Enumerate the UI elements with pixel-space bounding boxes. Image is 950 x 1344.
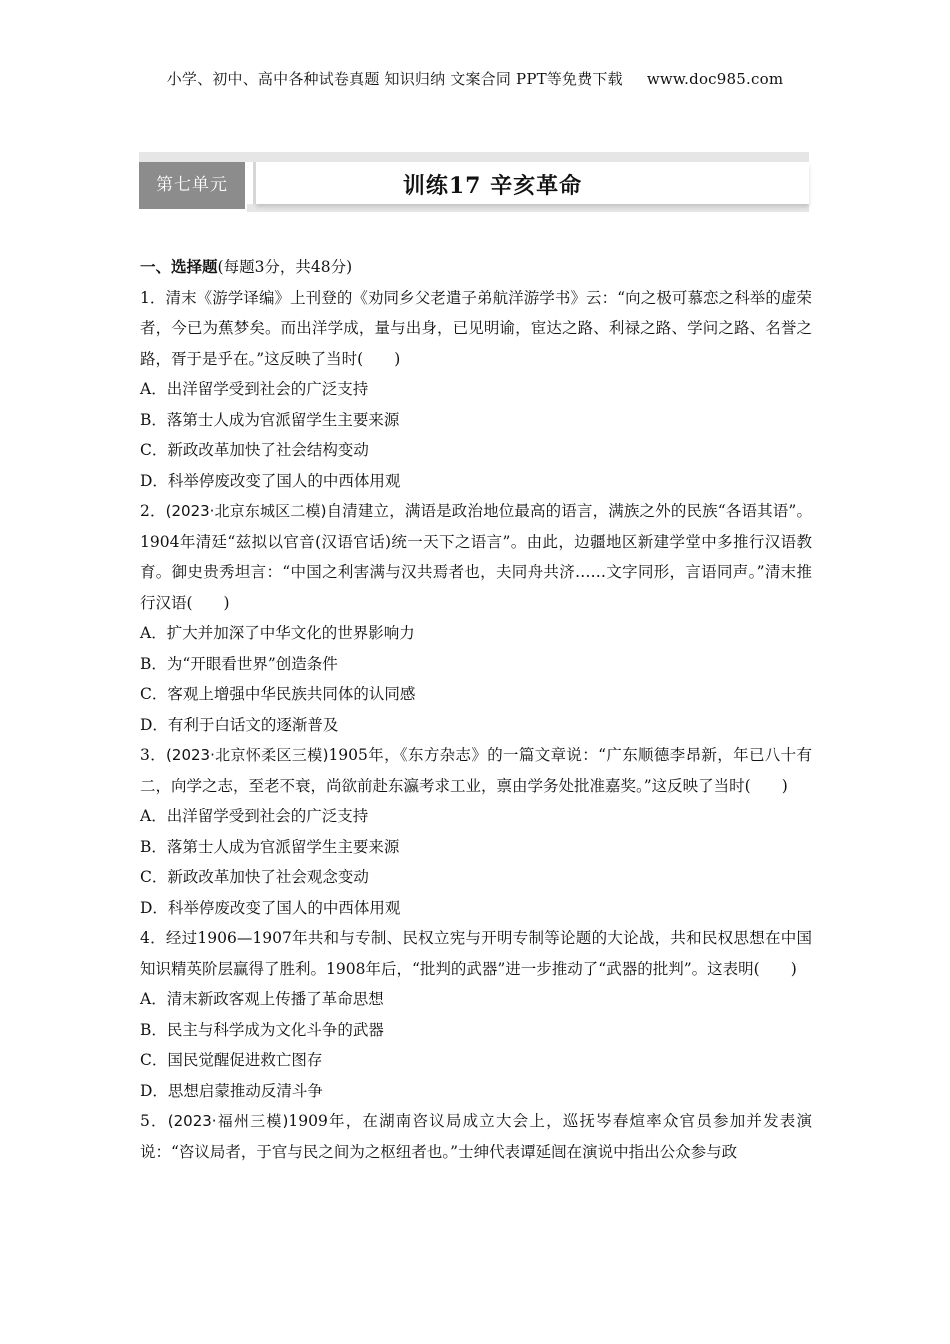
option-a[interactable]: A．扩大并加深了中华文化的世界影响力 [140, 624, 415, 642]
question-2 [140, 496, 812, 740]
option-c[interactable]: C．客观上增强中华民族共同体的认同感 [140, 685, 416, 703]
top-banner [0, 68, 950, 89]
section-heading [140, 252, 812, 283]
section-title: 一、选择题 [140, 257, 218, 276]
question-source: (2023·北京东城区二模) [165, 502, 327, 520]
question-stem [140, 1106, 812, 1167]
question-3 [140, 740, 812, 923]
unit-label: 第七单元 [139, 162, 245, 209]
question-1 [140, 283, 812, 497]
question-text: 1909年，在湖南咨议局成立大会上，巡抚岑春煊率众官员参加并发表演说：“咨议局者，于官与民之间为之枢纽者也。”士绅代表谭延闿在演说中指出公众参与政 [140, 1112, 812, 1161]
option-b[interactable]: B．落第士人成为官派留学生主要来源 [140, 410, 400, 429]
banner-site-link[interactable]: www.doc985.com [646, 70, 784, 88]
question-4 [140, 923, 812, 1106]
question-text: 1905年，《东方杂志》的一篇文章说：“广东顺德李昂新，年已八十有二，向学之志，至老不衰，尚欲前赴东瀛考求工业，禀由学务处批准嘉奖。”这反映了当时( ) [140, 746, 812, 795]
section-note: (每题3分，共48分) [217, 258, 353, 276]
option-b[interactable]: B．落第士人成为官派留学生主要来源 [140, 837, 400, 856]
question-stem [140, 496, 812, 618]
question-source: (2023·福州三模) [167, 1112, 289, 1130]
option-c[interactable]: C．国民觉醒促进救亡图存 [140, 1051, 323, 1069]
header-top-strip [139, 152, 809, 162]
page-title: 训练17 辛亥革命 [402, 173, 583, 199]
option-c[interactable]: C．新政改革加快了社会结构变动 [140, 441, 369, 459]
banner-text: 小学、初中、高中各种试卷真题 知识归纳 文案合同 PPT等免费下载 [166, 70, 623, 88]
unit-header [139, 152, 809, 214]
option-b[interactable]: B．为“开眼看世界”创造条件 [140, 654, 338, 673]
question-stem: 1．清末《游学译编》上刊登的《劝同乡父老遣子弟航洋游学书》云：“向之极可慕恋之科举的虚荣者，今已为蕉梦矣。而出洋学成，量与出身，已见明谕，宦达之路、利禄之路、学问之路、名誉之路，胥于是乎在。”这反映了当时( ) [140, 288, 812, 368]
option-b[interactable]: B．民主与科学成为文化斗争的武器 [140, 1020, 384, 1039]
option-d[interactable]: D．科举停废改变了国人的中西体用观 [140, 898, 401, 917]
question-text: 自清建立，满语是政治地位最高的语言，满族之外的民族“各语其语”。1904年清廷“兹拟以官音(汉语官话)统一天下之语言”。由此，边疆地区新建学堂中多推行汉语教育。御史贵秀坦言：“中国之利害满与汉共焉者也，夫同舟共济……文字同形，言语同声。”清末推行汉语( ) [140, 502, 812, 612]
question-number: 3． [140, 746, 167, 764]
option-d[interactable]: D．思想启蒙推动反清斗争 [140, 1081, 323, 1100]
option-d[interactable]: D．科举停废改变了国人的中西体用观 [140, 471, 401, 490]
question-stem: 4．经过1906—1907年共和与专制、民权立宪与开明专制等论题的大论战，共和民权思想在中国知识精英阶层赢得了胜利。1908年后，“批判的武器”进一步推动了“武器的批判”。这表明( ) [140, 929, 812, 978]
option-c[interactable]: C．新政改革加快了社会观念变动 [140, 868, 369, 886]
question-number: 5． [140, 1112, 168, 1130]
option-a[interactable]: A．出洋留学受到社会的广泛支持 [140, 380, 369, 398]
title-box [256, 162, 809, 204]
question-source: (2023·北京怀柔区三模) [166, 746, 329, 764]
document-body [140, 252, 812, 1167]
option-d[interactable]: D．有利于白话文的逐渐普及 [140, 715, 339, 734]
question-number: 2． [140, 502, 166, 520]
question-5 [140, 1106, 812, 1167]
option-a[interactable]: A．出洋留学受到社会的广泛支持 [140, 807, 369, 825]
question-stem [140, 740, 812, 801]
option-a[interactable]: A．清末新政客观上传播了革命思想 [140, 990, 384, 1008]
